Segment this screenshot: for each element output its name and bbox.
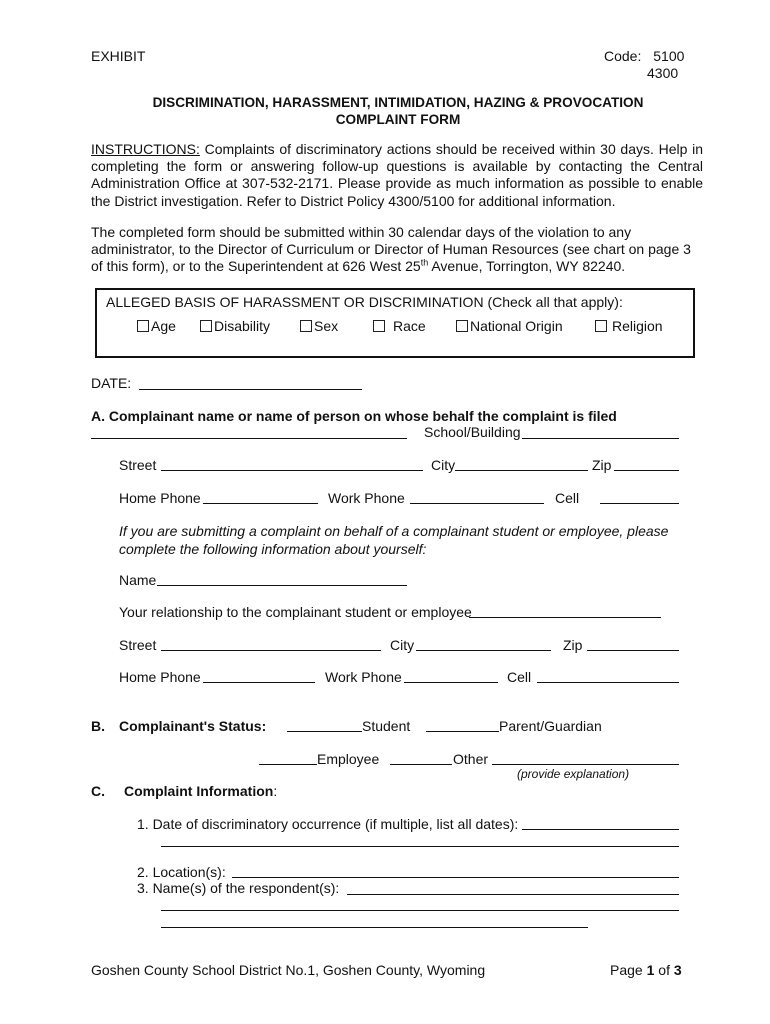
name-field[interactable] <box>157 585 407 586</box>
submission-text-after: Avenue, Torrington, WY 82240. <box>428 258 626 275</box>
other-status-field[interactable] <box>390 764 452 765</box>
basis-option-label: Race <box>393 318 426 334</box>
parent-status-label: Parent/Guardian <box>499 718 602 734</box>
street2-label: Street <box>119 637 157 653</box>
submission-sup: th <box>420 257 429 268</box>
exhibit-label: EXHIBIT <box>91 48 146 64</box>
item2-field[interactable] <box>232 877 679 878</box>
cell2-label: Cell <box>507 669 532 685</box>
relationship-field[interactable] <box>469 617 661 618</box>
zip2-label: Zip <box>563 637 583 653</box>
section-b-heading: Complainant's Status: <box>119 718 267 734</box>
work-phone2-field[interactable] <box>404 682 498 683</box>
item3-label: 3. Name(s) of the respondent(s): <box>137 880 340 896</box>
of-word: of <box>658 962 670 978</box>
submission-paragraph <box>91 224 703 276</box>
home-phone-label: Home Phone <box>119 490 201 506</box>
basis-option-national-origin[interactable] <box>456 318 563 334</box>
basis-option-sex[interactable] <box>300 318 338 334</box>
checkbox-sex[interactable] <box>300 320 312 332</box>
item1-field-line2[interactable] <box>161 846 679 847</box>
checkbox-age[interactable] <box>137 320 149 332</box>
checkbox-national-origin[interactable] <box>456 320 468 332</box>
city2-label: City <box>390 637 415 653</box>
item1-label: 1. Date of discriminatory occurrence (if multiple, list all dates): <box>137 816 519 832</box>
item2-label: 2. Location(s): <box>137 864 226 880</box>
name-label: Name <box>119 572 157 588</box>
home-phone-field[interactable] <box>203 503 318 504</box>
item3-field-line2[interactable] <box>161 910 679 911</box>
submission-text-before: The completed form should be submitted within 30 calendar days of the violation to any administrator, to the Director of Curriculum or Director of Human Resources (see chart on page 3 of this form), or to the Superintendent at 626 West 25 <box>91 224 691 275</box>
section-c-heading-wrap <box>124 783 277 799</box>
basis-option-label: Religion <box>612 318 663 334</box>
home-phone2-label: Home Phone <box>119 669 201 685</box>
cell-field[interactable] <box>600 503 679 504</box>
section-c-letter: C. <box>91 783 105 799</box>
student-status-label: Student <box>362 718 411 734</box>
school-field[interactable] <box>522 438 679 439</box>
employee-status-field[interactable] <box>259 764 317 765</box>
code-label: Code: <box>604 48 642 64</box>
code-value-2: 4300 <box>647 65 679 81</box>
basis-option-label: National Origin <box>470 318 563 334</box>
relationship-label: Your relationship to the complainant student or employee <box>119 604 472 620</box>
form-title-line1: DISCRIMINATION, HARASSMENT, INTIMIDATION, HAZING & PROVOCATION <box>152 95 644 110</box>
code-value-1: 5100 <box>653 48 685 64</box>
city-field[interactable] <box>455 470 588 471</box>
page-total: 3 <box>673 962 682 978</box>
city-label: City <box>431 457 456 473</box>
student-status-field[interactable] <box>287 731 362 732</box>
home-phone2-field[interactable] <box>203 682 315 683</box>
checkbox-religion[interactable] <box>595 320 607 332</box>
basis-option-label: Age <box>151 318 176 334</box>
item3-field-line3[interactable] <box>161 927 588 928</box>
checkbox-disability[interactable] <box>200 320 212 332</box>
section-a-heading: A. Complainant name or name of person on whose behalf the complaint is filed <box>91 408 617 424</box>
city2-field[interactable] <box>416 650 551 651</box>
page-word: Page <box>610 962 643 978</box>
basis-option-label: Disability <box>214 318 271 334</box>
work-phone-label: Work Phone <box>328 490 405 506</box>
code-block <box>604 48 684 64</box>
footer-district: Goshen County School District No.1, Goshen County, Wyoming <box>91 962 486 978</box>
parent-status-field[interactable] <box>426 731 499 732</box>
other-status-label: Other <box>453 751 489 767</box>
explanation-hint: (provide explanation) <box>517 767 630 781</box>
item3-field[interactable] <box>347 894 679 895</box>
cell-label: Cell <box>555 490 580 506</box>
work-phone-field[interactable] <box>410 503 544 504</box>
zip-field[interactable] <box>614 470 679 471</box>
item1-field[interactable] <box>522 829 679 830</box>
instructions-label: INSTRUCTIONS: <box>91 141 200 157</box>
date-field[interactable] <box>139 389 362 390</box>
date-label: DATE: <box>91 375 132 391</box>
basis-option-label: Sex <box>314 318 339 334</box>
employee-status-label: Employee <box>317 751 380 767</box>
cell2-field[interactable] <box>537 682 679 683</box>
form-title-line2: COMPLAINT FORM <box>335 112 461 127</box>
street2-field[interactable] <box>161 650 381 651</box>
basis-heading: ALLEGED BASIS OF HARASSMENT OR DISCRIMINATION (Check all that apply): <box>106 294 623 310</box>
section-c-heading: Complaint Information <box>124 783 274 799</box>
basis-option-age[interactable] <box>137 318 176 334</box>
street-field[interactable] <box>161 470 423 471</box>
checkbox-race[interactable] <box>373 320 385 332</box>
complainant-name-field[interactable] <box>91 438 407 439</box>
other-explanation-field[interactable] <box>492 764 679 765</box>
page-number: 1 <box>646 962 655 978</box>
section-c-colon: : <box>273 783 278 799</box>
basis-option-disability[interactable] <box>200 318 270 334</box>
zip2-field[interactable] <box>587 650 679 651</box>
basis-option-religion[interactable] <box>595 318 663 334</box>
school-label: School/Building <box>424 424 521 440</box>
street-label: Street <box>119 457 157 473</box>
work-phone2-label: Work Phone <box>325 669 402 685</box>
footer-page <box>610 962 682 978</box>
instructions-text: Complaints of discriminatory actions should be received within 30 days. Help in completing the form or answering follow-up questions is available by contacting the Central Administration Office at 307-532-2171. Please provide as much information as possible to enable the District investigation. Refer to District Policy 4300/5100 for additional information. <box>91 141 703 209</box>
basis-option-race[interactable] <box>373 318 426 334</box>
section-b-letter: B. <box>91 718 105 734</box>
instructions-paragraph <box>91 141 703 210</box>
behalf-note: If you are submitting a complaint on behalf of a complainant student or employee, please complete the following information about yourself: <box>119 523 669 557</box>
zip-label: Zip <box>592 457 612 473</box>
